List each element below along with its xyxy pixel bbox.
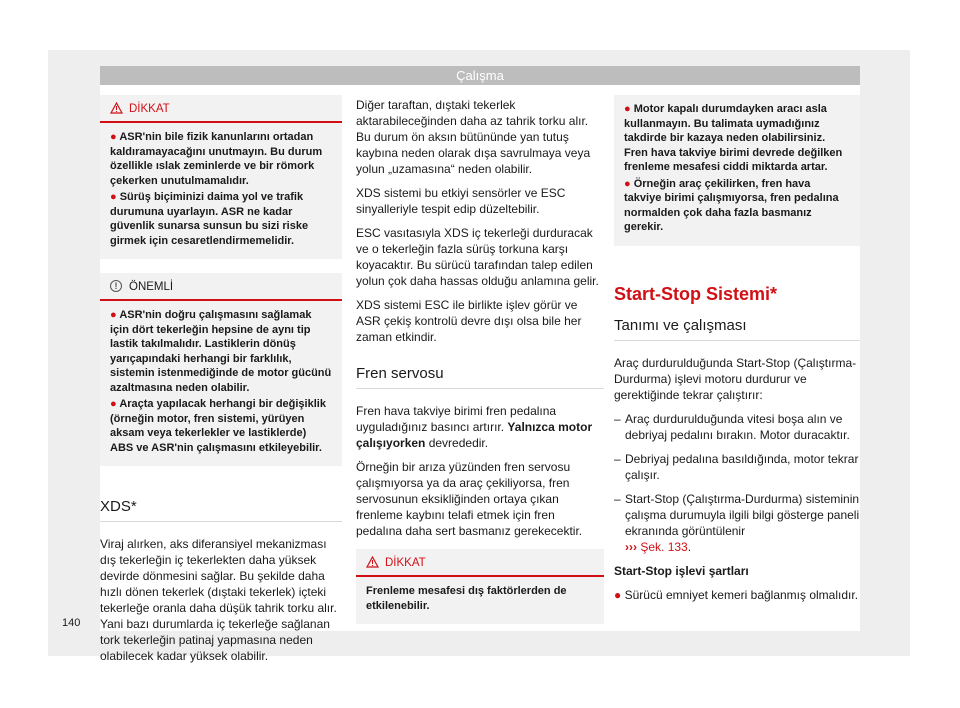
warning-item: ● ASR'nin bile fizik kanunlarını ortadan kaldıramayacağını unutmayın. Bu durum özellikle ıslak zeminlerde ve bir römork çekerken unutulmamalıdır. [110, 131, 323, 187]
warning-text: Frenleme mesafesi dış faktörlerden de etkilenebilir. [366, 585, 567, 612]
paragraph: XDS sistemi bu etkiyi sensörler ve ESC sinyalleriyle tespit edip düzeltebilir. [356, 186, 566, 216]
startstop-text [614, 355, 860, 603]
fren-text [356, 403, 604, 539]
warning-box-fren [356, 549, 604, 624]
list-item: – Start-Stop (Çalıştırma-Durdurma) sisteminin çalışma durumuyla ilgili bilgi göstergе paneli ekranında görüntülenir ››› Şek. 133. [614, 491, 860, 554]
manual-page [100, 85, 860, 663]
figure-reference-link[interactable]: Şek. 133 [640, 539, 688, 554]
warning-body [100, 123, 342, 259]
column-middle [356, 85, 604, 624]
warning-item: ● Örneğin araç çekilirken, fren hava takviye birimi çalışmıyorsa, fren pedalına normalden çok daha fazla basmanız gerekir. [624, 177, 839, 233]
fren-heading: Fren servosu [356, 365, 604, 389]
paragraph: Diğer taraftan, dıştaki tekerlek aktarabileceğinden daha az tahrik torku alır. Bu durum ön aksın bütününde yan tutuş kaybına neden olarak dışa savrulmaya veya yolun „uzamasına“ neden olabilir. [356, 98, 591, 176]
list-item: – Araç durdurulduğunda vitesi boşa alın ve debriyaj pedalını bırakın. Motor duracaktır. [614, 411, 850, 442]
xds-text [100, 536, 342, 664]
xds-heading: XDS* [100, 498, 342, 522]
section-header: Çalışma [100, 66, 860, 85]
conditions-heading: Start-Stop işlevi şartları [614, 563, 749, 578]
paragraph: Araç durdurulduğunda Start-Stop (Çalıştırma-Durdurma) işlevi motoru durdurur ve gerektiğinde tekrar çalıştırır: [614, 355, 857, 402]
note-box-header [100, 273, 342, 301]
startstop-subtitle: Tanımı ve çalışması [614, 317, 860, 341]
warning-box-asr [100, 95, 342, 259]
warning-title: DİKKAT [129, 103, 170, 115]
xds-paragraph: Viraj alırken, aks diferansiyel mekanizması dış tekerleğin iç tekerlekten daha yüksek devirde dönmesini sağlar. Bu şekilde daha hızlı dönen tekerlek (dıştaki tekerlek) içteki tekerleğe oranla daha düşük tahrik torku alır. Yani bazı durumlarda iç tekerleğe sağlanan tork tekerleğin patinaj yapmasına neden olabilecek kadar yüksek olabilir. [100, 537, 337, 663]
note-item: ● ASR'nin doğru çalışmasını sağlamak için dört tekerleğin hepsine de aynı tip lastik takılmalıdır. Lastiklerin dönüş yarıçapındaki herhangi bir farklılık, sistemin istenmediğinde de motor gücünü azaltmasına neden olabilir. [110, 309, 332, 394]
warning-body [356, 577, 604, 624]
warning-triangle-icon [366, 556, 379, 568]
paragraph: XDS sistemi ESC ile birlikte işlev görür ve ASR çekiş kontrolü devre dışı olsa bile her zaman etkindir. [356, 298, 582, 344]
column-right [614, 85, 860, 611]
list-item: – Debriyaj pedalına basıldığında, motor tekrar çalışır. [614, 451, 859, 482]
note-item: ● Araçta yapılacak herhangi bir değişiklik (örneğin motor, fren sistemi, yürüyen aksam veya tekerlekler ve lastiklerde) ABS ve ASR'nin çalışmasını etkileyebilir. [110, 398, 326, 454]
warning-title: DİKKAT [385, 557, 426, 569]
warning-box-header [356, 549, 604, 577]
note-box-asr [100, 273, 342, 466]
warning-item: ● Sürüş biçiminizi daima yol ve trafik durumuna uyarlayın. ASR ne kadar güvenlik sunarsa sunsun bu sizi riske girmek için cesaretlendirmemelidir. [110, 191, 309, 247]
warning-box-continued [614, 95, 860, 246]
startstop-section [614, 284, 860, 603]
startstop-title: Start-Stop Sistemi* [614, 283, 778, 304]
xds-continued [356, 97, 604, 345]
reference-arrow: ››› [625, 539, 637, 554]
column-left [100, 85, 342, 672]
paragraph: Fren hava takviye birimi fren pedalına uyguladığınız basıncı artırır. Yalnızca motor çalışıyorken devrededir. [356, 404, 593, 450]
warning-item: ● Motor kapalı durumdayken aracı asla kullanmayın. Bu talimata uymadığınız takdirde bir kazaya neden olabilirsiniz. Fren hava takviye birimi devrede değilken frenleme mesafesi ciddi miktarda artar. [624, 103, 843, 173]
note-body [100, 301, 342, 466]
condition-item: ● Sürücü emniyet kemeri bağlanmış olmalıdır. [614, 587, 859, 602]
info-circle-icon: ! [110, 280, 122, 292]
xds-section [100, 498, 342, 664]
paragraph: Örneğin bir arıza yüzünden fren servosu çalışmıyorsa ya da araç çekiliyorsa, fren servosunun eksikliğinden ortaya çıkan frenleme kaybını telafi etmek için fren pedalına daha sert basmanız gerekecektir. [356, 460, 583, 538]
warning-body [614, 95, 860, 246]
paragraph: ESC vasıtasıyla XDS iç tekerleği durduracak ve o tekerleğin fazla sürüş torkuna karşı koyacaktır. Bu sürücü tarafından talep edilen yolun çok daha hassas olduğu anlamına gelir. [356, 226, 599, 288]
warning-box-header [100, 95, 342, 123]
page-number: 140 [62, 617, 81, 629]
fren-section [356, 365, 604, 539]
note-title: ÖNEMLİ [129, 281, 174, 293]
warning-triangle-icon [110, 102, 123, 114]
